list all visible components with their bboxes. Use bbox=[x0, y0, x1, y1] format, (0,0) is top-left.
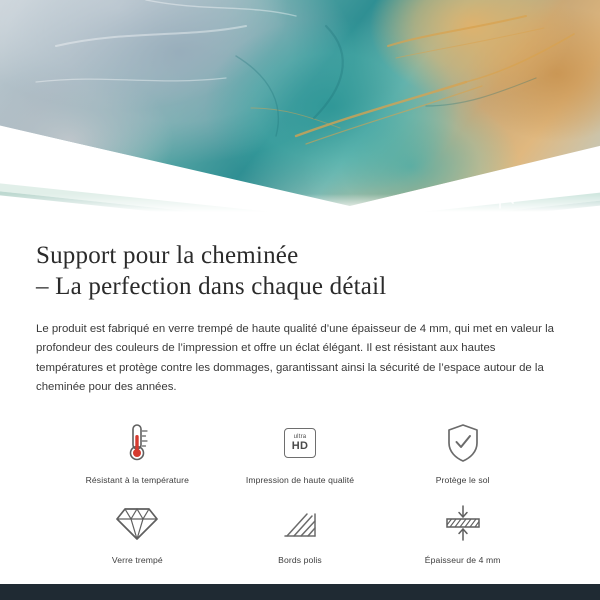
feature-polished-edges bbox=[219, 500, 382, 566]
marble-veins bbox=[0, 0, 600, 206]
feature-label: Épaisseur de 4 mm bbox=[424, 554, 501, 565]
feature-label: Impression de haute qualité bbox=[245, 474, 355, 485]
feature-print-quality bbox=[219, 420, 382, 486]
footer-bar bbox=[0, 584, 600, 600]
feature-floor-protection bbox=[381, 420, 544, 486]
thermometer-icon bbox=[120, 420, 154, 466]
feature-label: Résistant à la température bbox=[85, 474, 190, 485]
headline-line-2: – La perfection dans chaque détail bbox=[36, 273, 387, 300]
hero-image bbox=[0, 0, 600, 216]
feature-label: Protège le sol bbox=[435, 474, 490, 485]
thickness-4mm-icon bbox=[441, 500, 485, 546]
page-title bbox=[36, 240, 564, 302]
hero-bottom-fade bbox=[0, 194, 600, 216]
feature-temperature-resistant bbox=[56, 420, 219, 486]
headline-line-1: Support pour la cheminée bbox=[36, 242, 299, 269]
ultra-hd-badge-icon bbox=[284, 420, 316, 466]
polished-edges-icon bbox=[281, 500, 319, 546]
body-paragraph: Le produit est fabriqué en verre trempé de haute qualité d’une épaisseur de 4 mm, qui met en valeur la profondeur des couleurs de l’impression et offre un éclat élégant. Il est résistant aux hautes températures et protège contre les dommages, garantissant ainsi la sécurité de l’espace autour de la cheminée pour des années. bbox=[36, 323, 554, 394]
feature-grid bbox=[36, 420, 564, 566]
badge-bottom-text: HD bbox=[291, 439, 309, 452]
feature-thickness bbox=[381, 500, 544, 566]
feature-label: Bords polis bbox=[278, 554, 322, 565]
feature-label: Verre trempé bbox=[111, 554, 163, 565]
badge-top-text: ultra bbox=[293, 433, 307, 440]
diamond-icon bbox=[115, 500, 159, 546]
content-block bbox=[0, 216, 600, 566]
feature-tempered-glass bbox=[56, 500, 219, 566]
shield-check-icon bbox=[443, 420, 483, 466]
